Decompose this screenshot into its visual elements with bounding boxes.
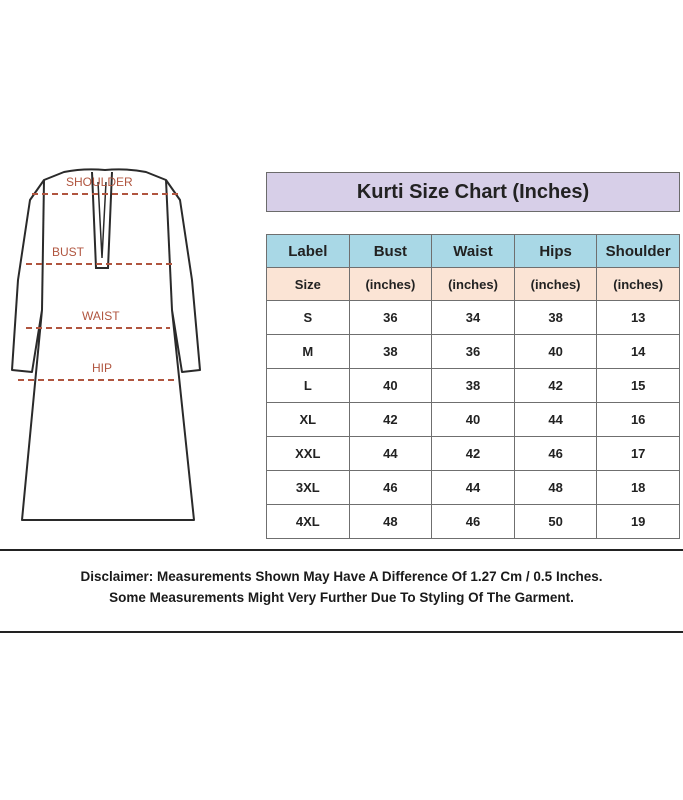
table-row [267, 335, 680, 369]
size-chart-body [267, 235, 680, 539]
hips-cell: 40 [514, 335, 597, 369]
kurti-illustration [4, 160, 204, 540]
divider-top [0, 549, 683, 551]
table-row [267, 471, 680, 505]
size-cell: L [267, 369, 350, 403]
hips-cell: 46 [514, 437, 597, 471]
table-row [267, 505, 680, 539]
table-row [267, 301, 680, 335]
unit-waist: (inches) [432, 268, 515, 301]
header-waist: Waist [432, 235, 515, 268]
unit-label: Size [267, 268, 350, 301]
hip-label: HIP [92, 361, 113, 375]
table-row [267, 369, 680, 403]
hips-cell: 44 [514, 403, 597, 437]
size-cell: S [267, 301, 350, 335]
waist-cell: 44 [432, 471, 515, 505]
header-bust: Bust [349, 235, 432, 268]
size-cell: XXL [267, 437, 350, 471]
shoulder-cell: 16 [597, 403, 680, 437]
hips-cell: 48 [514, 471, 597, 505]
header-hips: Hips [514, 235, 597, 268]
waist-cell: 36 [432, 335, 515, 369]
waist-cell: 42 [432, 437, 515, 471]
waist-label: WAIST [82, 309, 120, 323]
shoulder-cell: 18 [597, 471, 680, 505]
divider-bottom [0, 631, 683, 633]
unit-bust: (inches) [349, 268, 432, 301]
unit-shoulder: (inches) [597, 268, 680, 301]
size-chart-table [266, 234, 680, 539]
disclaimer-line-2: Some Measurements Might Very Further Due To Styling Of The Garment. [109, 590, 574, 605]
header-shoulder: Shoulder [597, 235, 680, 268]
size-chart-title: Kurti Size Chart (Inches) [266, 172, 680, 212]
header-label: Label [267, 235, 350, 268]
hips-cell: 42 [514, 369, 597, 403]
size-cell: M [267, 335, 350, 369]
hips-cell: 50 [514, 505, 597, 539]
bust-cell: 48 [349, 505, 432, 539]
bust-cell: 36 [349, 301, 432, 335]
shoulder-cell: 14 [597, 335, 680, 369]
kurti-outline-graphic [4, 160, 204, 540]
table-row [267, 437, 680, 471]
size-cell: 3XL [267, 471, 350, 505]
waist-cell: 38 [432, 369, 515, 403]
shoulder-cell: 13 [597, 301, 680, 335]
shoulder-cell: 15 [597, 369, 680, 403]
shoulder-cell: 17 [597, 437, 680, 471]
waist-cell: 40 [432, 403, 515, 437]
unit-hips: (inches) [514, 268, 597, 301]
size-cell: 4XL [267, 505, 350, 539]
size-cell: XL [267, 403, 350, 437]
hips-cell: 38 [514, 301, 597, 335]
bust-cell: 42 [349, 403, 432, 437]
disclaimer [0, 566, 683, 608]
bust-label: BUST [52, 245, 85, 259]
table-header-row [267, 235, 680, 268]
shoulder-cell: 19 [597, 505, 680, 539]
bust-cell: 38 [349, 335, 432, 369]
waist-cell: 46 [432, 505, 515, 539]
shoulder-label: SHOULDER [66, 175, 133, 189]
waist-cell: 34 [432, 301, 515, 335]
bust-cell: 44 [349, 437, 432, 471]
table-units-row [267, 268, 680, 301]
bust-cell: 40 [349, 369, 432, 403]
disclaimer-line-1: Disclaimer: Measurements Shown May Have A Difference Of 1.27 Cm / 0.5 Inches. [80, 569, 603, 584]
bust-cell: 46 [349, 471, 432, 505]
table-row [267, 403, 680, 437]
